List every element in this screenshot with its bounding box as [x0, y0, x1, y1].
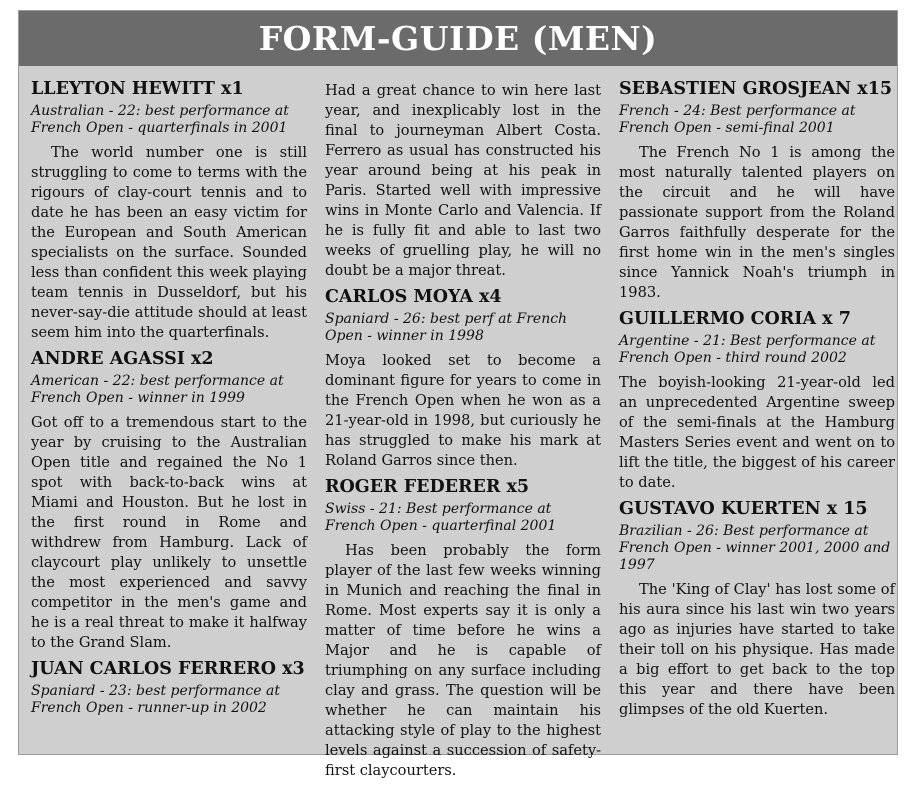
player-entry	[325, 285, 601, 471]
header-banner	[19, 11, 897, 66]
player-name: ANDRE AGASSI x2	[31, 349, 214, 369]
player-name: LLEYTON HEWITT x1	[31, 79, 244, 99]
player-name: GUILLERMO CORIA x 7	[619, 309, 851, 329]
column-1	[31, 77, 307, 723]
player-name: ROGER FEDERER x5	[325, 477, 530, 497]
column-3	[619, 77, 895, 724]
player-body: Has been probably the form player of the last few weeks winning in Munich and reaching the final in Rome. Most experts say it is only a matter of time before he wins a Major and he is capable of triumphing on any surface including clay and grass. The question will be whether he can maintain his attacking style of play to the highest levels against a succession of safety-first claycourters.	[325, 542, 601, 779]
player-entry	[31, 77, 307, 343]
player-meta: Spaniard - 26: best perf at French Open - winner in 1998	[325, 311, 568, 344]
player-name: SEBASTIEN GROSJEAN x15	[619, 79, 893, 99]
player-entry	[31, 347, 307, 653]
player-meta: Swiss - 21: Best performance at French Open - quarterfinal 2001	[325, 501, 557, 534]
player-body: Had a great chance to win here last year, and inexplicably lost in the final to journeyman Albert Costa. Ferrero as usual has constructed his year around being at his peak in Paris. Started well with impressive wins in Monte Carlo and Valencia. If he is fully fit and able to last two weeks of gruelling play, he will no doubt be a major threat.	[325, 82, 601, 279]
player-body: The boyish-looking 21-year-old led an unprecedented Argentine sweep of the semi-finals at the Hamburg Masters Series event and went on to lift the title, the biggest of his career to date.	[619, 374, 895, 491]
player-meta: Argentine - 21: Best performance at French Open - third round 2002	[619, 333, 876, 366]
column-2	[325, 81, 601, 785]
player-entry	[325, 475, 601, 781]
player-name: GUSTAVO KUERTEN x 15	[619, 499, 868, 519]
player-name: CARLOS MOYA x4	[325, 287, 502, 307]
player-body: The French No 1 is among the most naturally talented players on the circuit and he will have passionate support from the Roland Garros faithfully desperate for the first home win in the men's singles since Yannick Noah's triumph in 1983.	[619, 144, 895, 301]
player-name: JUAN CARLOS FERRERO x3	[31, 659, 305, 679]
player-body: The 'King of Clay' has lost some of his aura since his last win two years ago as injuries have started to take their toll on his physique. Has made a big effort to get back to the top this year and there have been glimpses of the old Kuerten.	[619, 581, 895, 718]
player-entry	[619, 77, 895, 303]
player-meta: Brazilian - 26: Best performance at French Open - winner 2001, 2000 and 1997	[619, 523, 891, 573]
page-title: FORM-GUIDE (MEN)	[258, 19, 658, 58]
player-entry-continued	[325, 81, 601, 281]
player-entry	[31, 657, 307, 717]
player-body: The world number one is still struggling to come to terms with the rigours of clay-court tennis and to date he has been an easy victim for the European and South American specialists on the surface. Sounded less than confident this week playing team tennis in Dusseldorf, but his never-say-die attitude should at least seem him into the quarterfinals.	[31, 144, 307, 341]
player-meta: American - 22: best performance at French Open - winner in 1999	[31, 373, 284, 406]
player-meta: Spaniard - 23: best performance at French Open - runner-up in 2002	[31, 683, 280, 716]
player-body: Got off to a tremendous start to the year by cruising to the Australian Open title and regained the No 1 spot with back-to-back wins at Miami and Houston. But he lost in the first round in Rome and withdrew from Hamburg. Lack of claycourt play unlikely to unsettle the most experienced and savvy competitor in the men's game and he is a real threat to make it halfway to the Grand Slam.	[31, 414, 307, 651]
player-entry	[619, 497, 895, 720]
form-guide-panel	[18, 10, 898, 779]
player-body: Moya looked set to become a dominant figure for years to come in the French Open when he won as a 21-year-old in 1998, but curiously he has struggled to make his mark at Roland Garros since then.	[325, 352, 601, 469]
player-meta: Australian - 22: best performance at French Open - quarterfinals in 2001	[31, 103, 289, 136]
player-meta: French - 24: Best performance at French Open - semi-final 2001	[619, 103, 856, 136]
player-entry	[619, 307, 895, 493]
